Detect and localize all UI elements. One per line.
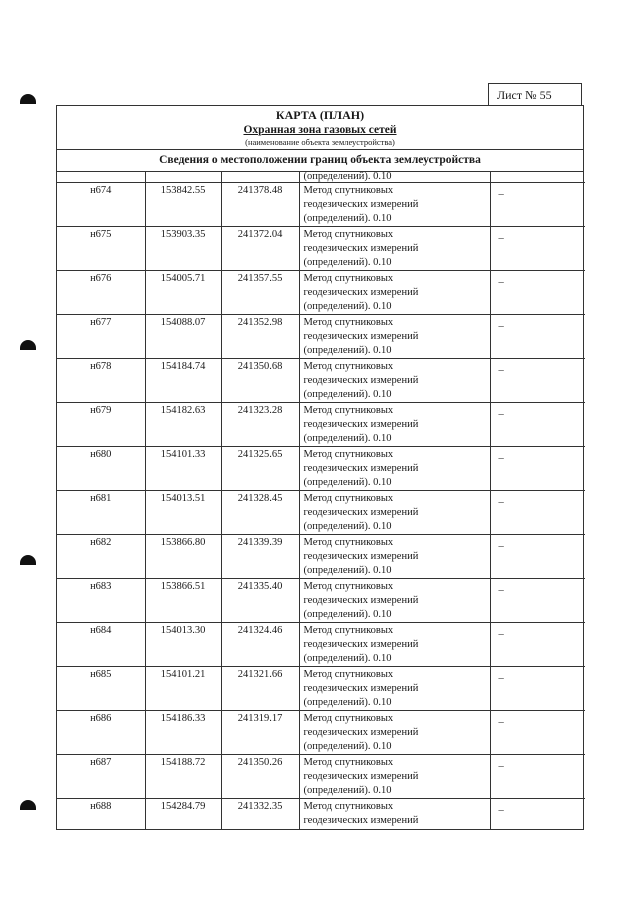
method-cell — [299, 403, 490, 447]
coordinates-table — [57, 172, 585, 829]
note-dash: – — [498, 189, 504, 200]
document-header — [57, 106, 583, 150]
method-cell — [299, 315, 490, 359]
y-coordinate-cell: 241332.35 — [221, 799, 299, 830]
method-line: (определений). 0.10 — [303, 477, 392, 488]
table-row — [57, 623, 585, 667]
method-cell — [299, 579, 490, 623]
x-coordinate-cell: 154284.79 — [145, 799, 221, 830]
method-cell: (определений). 0.10 — [299, 172, 490, 183]
method-line: (определений). 0.10 — [303, 389, 392, 400]
method-line: геодезических измерений — [303, 375, 419, 386]
x-coordinate-cell: 154013.51 — [145, 491, 221, 535]
method-cell — [299, 535, 490, 579]
note-cell — [490, 403, 585, 447]
note-dash: – — [498, 233, 504, 244]
point-name-cell: н677 — [57, 315, 145, 359]
table-row — [57, 359, 585, 403]
point-name-cell: н680 — [57, 447, 145, 491]
method-line: геодезических измерений — [303, 463, 419, 474]
point-name-cell: н676 — [57, 271, 145, 315]
method-line: Метод спутниковых — [303, 801, 394, 812]
note-cell — [490, 711, 585, 755]
x-coordinate-cell: 153866.51 — [145, 579, 221, 623]
method-line: геодезических измерений — [303, 331, 419, 342]
y-coordinate-cell: 241350.68 — [221, 359, 299, 403]
note-cell — [490, 359, 585, 403]
method-line: (определений). 0.10 — [303, 697, 392, 708]
method-line: (определений). 0.10 — [303, 213, 392, 224]
table-row — [57, 711, 585, 755]
method-line: геодезических измерений — [303, 815, 419, 826]
note-dash: – — [498, 805, 504, 816]
method-line: (определений). 0.10 — [303, 653, 392, 664]
x-coordinate-cell: 153866.80 — [145, 535, 221, 579]
y-coordinate-cell: 241319.17 — [221, 711, 299, 755]
note-cell — [490, 667, 585, 711]
method-line: (определений). 0.10 — [303, 741, 392, 752]
binder-hole — [20, 340, 36, 350]
table-row — [57, 799, 585, 830]
method-line: геодезических измерений — [303, 727, 419, 738]
method-line: (определений). 0.10 — [303, 785, 392, 796]
table-row — [57, 491, 585, 535]
note-dash: – — [498, 453, 504, 464]
note-dash: – — [498, 277, 504, 288]
method-line: Метод спутниковых — [303, 273, 394, 284]
table-row — [57, 755, 585, 799]
method-line: Метод спутниковых — [303, 229, 394, 240]
method-line: (определений). 0.10 — [303, 565, 392, 576]
y-coordinate-cell: 241339.39 — [221, 535, 299, 579]
note-cell — [490, 579, 585, 623]
method-line: Метод спутниковых — [303, 449, 394, 460]
note-dash: – — [498, 409, 504, 420]
note-dash: – — [498, 365, 504, 376]
method-line: геодезических измерений — [303, 771, 419, 782]
note-dash: – — [498, 673, 504, 684]
document-subtitle: Охранная зона газовых сетей — [243, 124, 397, 136]
method-line: геодезических измерений — [303, 243, 419, 254]
note-dash: – — [498, 585, 504, 596]
y-coordinate-cell: 241372.04 — [221, 227, 299, 271]
method-line: (определений). 0.10 — [303, 433, 392, 444]
binder-hole — [20, 555, 36, 565]
note-dash: – — [498, 761, 504, 772]
point-name-cell: н674 — [57, 183, 145, 227]
method-cell — [299, 491, 490, 535]
x-coordinate-cell: 153903.35 — [145, 227, 221, 271]
method-line: Метод спутниковых — [303, 317, 394, 328]
method-line: Метод спутниковых — [303, 405, 394, 416]
point-name-cell: н682 — [57, 535, 145, 579]
note-cell — [490, 183, 585, 227]
binder-hole — [20, 800, 36, 810]
x-coordinate-cell: 153842.55 — [145, 183, 221, 227]
document-title: КАРТА (ПЛАН) — [275, 108, 365, 122]
x-coordinate-cell: 154182.63 — [145, 403, 221, 447]
method-line: геодезических измерений — [303, 199, 419, 210]
y-coordinate-cell: 241321.66 — [221, 667, 299, 711]
y-coordinate-cell: 241350.26 — [221, 755, 299, 799]
note-cell — [490, 227, 585, 271]
table-row — [57, 447, 585, 491]
method-line: (определений). 0.10 — [303, 301, 392, 312]
y-coordinate-cell: 241328.45 — [221, 491, 299, 535]
note-cell — [490, 755, 585, 799]
method-line: геодезических измерений — [303, 639, 419, 650]
note-cell — [490, 491, 585, 535]
note-cell — [490, 447, 585, 491]
method-line: Метод спутниковых — [303, 493, 394, 504]
table-row — [57, 579, 585, 623]
y-coordinate-cell: 241325.65 — [221, 447, 299, 491]
method-line: Метод спутниковых — [303, 625, 394, 636]
x-coordinate-cell: 154184.74 — [145, 359, 221, 403]
table-row — [57, 227, 585, 271]
y-coordinate-cell: 241324.46 — [221, 623, 299, 667]
y-coordinate-cell: 241357.55 — [221, 271, 299, 315]
point-name-cell: н679 — [57, 403, 145, 447]
method-line: (определений). 0.10 — [303, 345, 392, 356]
point-name-cell: н685 — [57, 667, 145, 711]
table-row — [57, 667, 585, 711]
method-cell — [299, 799, 490, 830]
method-line: Метод спутниковых — [303, 185, 394, 196]
point-name-cell: н686 — [57, 711, 145, 755]
method-cell — [299, 667, 490, 711]
x-coordinate-cell: 154186.33 — [145, 711, 221, 755]
note-dash: – — [498, 629, 504, 640]
method-cell — [299, 447, 490, 491]
table-row — [57, 271, 585, 315]
document-frame — [56, 105, 584, 830]
table-row — [57, 315, 585, 359]
note-dash: – — [498, 497, 504, 508]
method-cell — [299, 183, 490, 227]
method-line: геодезических измерений — [303, 551, 419, 562]
method-line: геодезических измерений — [303, 287, 419, 298]
x-coordinate-cell: 154188.72 — [145, 755, 221, 799]
method-line: Метод спутниковых — [303, 757, 394, 768]
x-coordinate-cell: 154101.21 — [145, 667, 221, 711]
note-dash: – — [498, 541, 504, 552]
method-line: (определений). 0.10 — [303, 521, 392, 532]
y-coordinate-cell: 241378.48 — [221, 183, 299, 227]
table-row — [57, 535, 585, 579]
section-title: Сведения о местоположении границ объекта землеустройства — [57, 150, 583, 172]
point-name-cell: н683 — [57, 579, 145, 623]
note-cell — [490, 623, 585, 667]
table-row — [57, 183, 585, 227]
method-cell — [299, 227, 490, 271]
point-name-cell: н681 — [57, 491, 145, 535]
note-dash: – — [498, 717, 504, 728]
method-line: геодезических измерений — [303, 595, 419, 606]
method-line: Метод спутниковых — [303, 361, 394, 372]
x-coordinate-cell: 154005.71 — [145, 271, 221, 315]
note-dash: – — [498, 321, 504, 332]
y-coordinate-cell: 241323.28 — [221, 403, 299, 447]
table-row-continuation — [57, 172, 585, 183]
method-line: Метод спутниковых — [303, 713, 394, 724]
binder-hole — [20, 94, 36, 104]
point-name-cell: н688 — [57, 799, 145, 830]
method-cell — [299, 623, 490, 667]
y-coordinate-cell: 241352.98 — [221, 315, 299, 359]
table-row — [57, 403, 585, 447]
method-line: геодезических измерений — [303, 419, 419, 430]
method-line: Метод спутниковых — [303, 669, 394, 680]
point-name-cell: н684 — [57, 623, 145, 667]
method-line: Метод спутниковых — [303, 581, 394, 592]
point-name-cell: н678 — [57, 359, 145, 403]
method-line: (определений). 0.10 — [303, 609, 392, 620]
x-coordinate-cell: 154088.07 — [145, 315, 221, 359]
note-cell — [490, 315, 585, 359]
note-cell — [490, 799, 585, 830]
method-cell — [299, 271, 490, 315]
x-coordinate-cell: 154101.33 — [145, 447, 221, 491]
note-cell — [490, 535, 585, 579]
note-cell — [490, 271, 585, 315]
document-caption: (наименование объекта землеустройства) — [245, 137, 395, 147]
method-line: геодезических измерений — [303, 507, 419, 518]
x-coordinate-cell: 154013.30 — [145, 623, 221, 667]
method-cell — [299, 755, 490, 799]
method-cell — [299, 711, 490, 755]
point-name-cell: н687 — [57, 755, 145, 799]
point-name-cell: н675 — [57, 227, 145, 271]
method-cell — [299, 359, 490, 403]
method-line: (определений). 0.10 — [303, 257, 392, 268]
method-line: Метод спутниковых — [303, 537, 394, 548]
sheet-number-label: Лист № 55 — [488, 83, 582, 105]
y-coordinate-cell: 241335.40 — [221, 579, 299, 623]
method-line: геодезических измерений — [303, 683, 419, 694]
